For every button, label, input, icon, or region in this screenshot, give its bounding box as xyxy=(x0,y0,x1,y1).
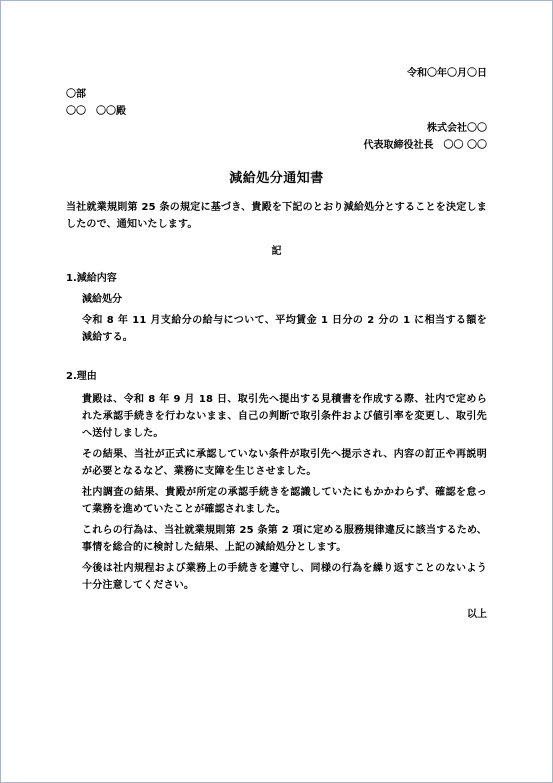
reason-paragraph: 今後は社内規程および業務上の手続きを遵守し、同様の行為を繰り返すことのないよう十分注意してください。 xyxy=(82,563,487,591)
recipient-name: 〇〇 〇〇殿 xyxy=(66,106,126,117)
reduction-subheading: 減給処分 xyxy=(82,294,122,305)
section-heading-reason: 2.理由 xyxy=(66,371,97,382)
document-title: 減給処分通知書 xyxy=(229,171,324,186)
closing-mark: 以上 xyxy=(467,609,487,620)
reason-paragraph: これらの行為は、当社就業規則第 25 条第 2 項に定める服務規律違反に該当するため、事情を総合的に検討した結果、上記の減給処分とします。 xyxy=(82,525,487,553)
company-name: 株式会社〇〇 xyxy=(427,123,487,134)
reason-paragraph: 貴殿は、令和 8 年 9 月 18 日、取引先へ提出する見積書を作成する際、社内で定められた承認手続きを行わないまま、自己の判断で取引条件および値引率を変更し、取引先へ送付しました。 xyxy=(82,394,487,439)
intro-paragraph: 当社就業規則第 25 条の規定に基づき、貴殿を下記のとおり減給処分とすることを決定しましたので、通知いたします。 xyxy=(66,202,487,230)
reason-paragraph: その結果、当社が正式に承認していない条件が取引先へ提示され、内容の訂正や再説明が必要となるなど、業務に支障を生じさせました。 xyxy=(82,449,487,477)
ki-heading: 記 xyxy=(271,246,282,257)
reduction-body: 令和 8 年 11 月支給分の給与について、平均賃金 1 日分の 2 分の 1 に相当する額を減給する。 xyxy=(82,315,487,343)
issue-date: 令和〇年〇月〇日 xyxy=(407,68,487,79)
section-heading-reduction: 1.減給内容 xyxy=(66,273,117,284)
reason-paragraph: 社内調査の結果、貴殿が所定の承認手続きを認識していたにもかかわらず、確認を怠って業務を進めていたことが確認されました。 xyxy=(82,487,487,515)
document-body xyxy=(66,65,487,623)
recipient-department: 〇部 xyxy=(66,89,86,100)
representative-name: 代表取締役社長 〇〇 〇〇 xyxy=(363,140,487,151)
